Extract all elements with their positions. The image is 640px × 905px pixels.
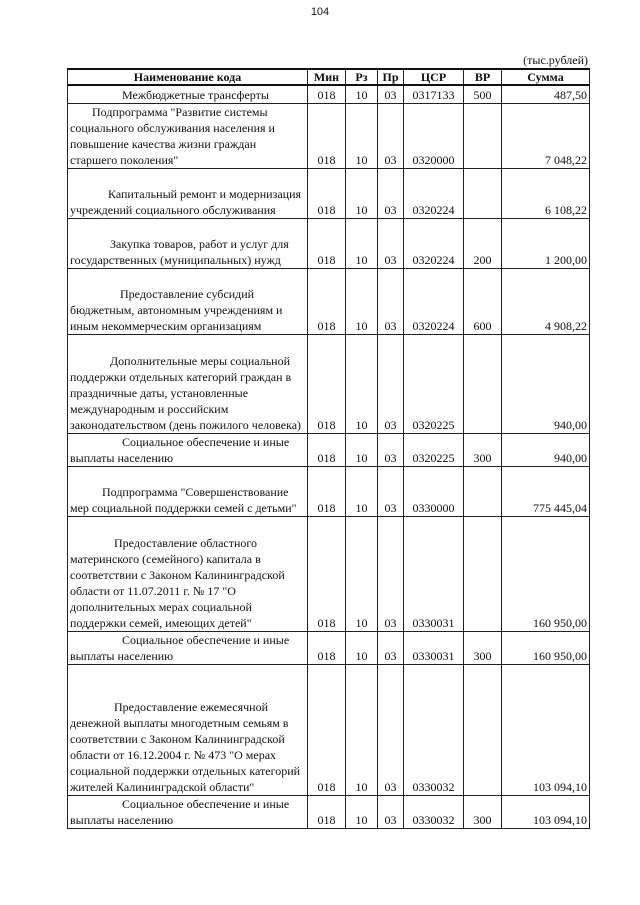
- row-min: 018: [308, 631, 346, 664]
- row-name: Капитальный ремонт и модернизация учреждений социального обслуживания: [68, 168, 308, 218]
- row-rz: 10: [346, 218, 378, 268]
- row-vr: [464, 664, 502, 795]
- row-csr: 0330032: [404, 664, 464, 795]
- row-vr: 500: [464, 85, 502, 103]
- table-row: [68, 466, 590, 516]
- row-rz: 10: [346, 433, 378, 466]
- row-sum: 940,00: [502, 433, 590, 466]
- row-name: Предоставление субсидий бюджетным, автономным учреждениям и иным некоммерческим организациям: [68, 268, 308, 334]
- row-rz: 10: [346, 795, 378, 828]
- row-name: Социальное обеспечение и иные выплаты населению: [68, 795, 308, 828]
- row-vr: 300: [464, 795, 502, 828]
- row-name: Межбюджетные трансферты: [68, 85, 308, 103]
- row-vr: [464, 103, 502, 168]
- page-number: 104: [310, 6, 330, 18]
- row-rz: 10: [346, 103, 378, 168]
- header-rz: Рз: [346, 69, 378, 85]
- row-sum: 103 094,10: [502, 795, 590, 828]
- row-csr: 0330000: [404, 466, 464, 516]
- table-row: [68, 218, 590, 268]
- row-min: 018: [308, 218, 346, 268]
- row-sum: 775 445,04: [502, 466, 590, 516]
- row-pr: 03: [378, 516, 404, 631]
- header-vr: ВР: [464, 69, 502, 85]
- row-min: 018: [308, 795, 346, 828]
- table-row: [68, 268, 590, 334]
- row-min: 018: [308, 516, 346, 631]
- table-header-row: [68, 69, 590, 85]
- row-min: 018: [308, 466, 346, 516]
- row-vr: [464, 334, 502, 433]
- row-pr: 03: [378, 268, 404, 334]
- row-name: Предоставление областного материнского (семейного) капитала в соответствии с Законом Калининградской области от 11.07.2011 г. № 17 "О дополнительных мерах социальной поддержки семей, имеющих детей": [68, 516, 308, 631]
- row-csr: 0320224: [404, 168, 464, 218]
- row-sum: 6 108,22: [502, 168, 590, 218]
- row-vr: 300: [464, 433, 502, 466]
- row-sum: 103 094,10: [502, 664, 590, 795]
- row-pr: 03: [378, 631, 404, 664]
- row-pr: 03: [378, 334, 404, 433]
- table-row: [68, 85, 590, 103]
- header-sum: Сумма: [502, 69, 590, 85]
- table-row: [68, 433, 590, 466]
- table-row: [68, 795, 590, 828]
- table-row: [68, 664, 590, 795]
- row-csr: 0330031: [404, 631, 464, 664]
- row-min: 018: [308, 268, 346, 334]
- row-pr: 03: [378, 103, 404, 168]
- row-rz: 10: [346, 268, 378, 334]
- row-pr: 03: [378, 795, 404, 828]
- row-pr: 03: [378, 218, 404, 268]
- row-vr: [464, 466, 502, 516]
- row-vr: 600: [464, 268, 502, 334]
- row-csr: 0330032: [404, 795, 464, 828]
- row-csr: 0320224: [404, 218, 464, 268]
- row-csr: 0320225: [404, 433, 464, 466]
- row-name: Подпрограмма "Развитие системы социального обслуживания населения и повышение качества жизни граждан старшего поколения": [68, 103, 308, 168]
- row-min: 018: [308, 433, 346, 466]
- row-min: 018: [308, 103, 346, 168]
- row-csr: 0320000: [404, 103, 464, 168]
- row-rz: 10: [346, 516, 378, 631]
- table-row: [68, 516, 590, 631]
- row-vr: 200: [464, 218, 502, 268]
- row-sum: 4 908,22: [502, 268, 590, 334]
- row-rz: 10: [346, 631, 378, 664]
- row-name: Социальное обеспечение и иные выплаты населению: [68, 631, 308, 664]
- header-pr: Пр: [378, 69, 404, 85]
- table-row: [68, 168, 590, 218]
- row-vr: [464, 168, 502, 218]
- row-vr: [464, 516, 502, 631]
- row-min: 018: [308, 85, 346, 103]
- row-min: 018: [308, 334, 346, 433]
- header-min: Мин: [308, 69, 346, 85]
- row-vr: 300: [464, 631, 502, 664]
- header-csr: ЦСР: [404, 69, 464, 85]
- row-name: Социальное обеспечение и иные выплаты населению: [68, 433, 308, 466]
- row-pr: 03: [378, 433, 404, 466]
- budget-table: [67, 68, 590, 829]
- units-label: (тыс.рублей): [523, 53, 588, 67]
- row-pr: 03: [378, 466, 404, 516]
- row-sum: 1 200,00: [502, 218, 590, 268]
- row-csr: 0320225: [404, 334, 464, 433]
- row-sum: 160 950,00: [502, 516, 590, 631]
- row-name: Подпрограмма "Совершенствование мер социальной поддержки семей с детьми": [68, 466, 308, 516]
- row-min: 018: [308, 664, 346, 795]
- row-rz: 10: [346, 168, 378, 218]
- row-min: 018: [308, 168, 346, 218]
- row-name: Предоставление ежемесячной денежной выплаты многодетным семьям в соответствии с Законом Калининградской области от 16.12.2004 г. № 473 "О мерах социальной поддержки отдельных категорий жителей Калининградской области": [68, 664, 308, 795]
- header-name: Наименование кода: [68, 69, 308, 85]
- row-rz: 10: [346, 85, 378, 103]
- table-row: [68, 103, 590, 168]
- row-pr: 03: [378, 168, 404, 218]
- row-pr: 03: [378, 85, 404, 103]
- row-rz: 10: [346, 334, 378, 433]
- row-csr: 0320224: [404, 268, 464, 334]
- row-rz: 10: [346, 466, 378, 516]
- table-row: [68, 631, 590, 664]
- row-rz: 10: [346, 664, 378, 795]
- row-sum: 487,50: [502, 85, 590, 103]
- row-sum: 7 048,22: [502, 103, 590, 168]
- row-sum: 940,00: [502, 334, 590, 433]
- row-pr: 03: [378, 664, 404, 795]
- row-sum: 160 950,00: [502, 631, 590, 664]
- row-name: Дополнительные меры социальной поддержки отдельных категорий граждан в праздничные даты, установленные международным и российским законодательством (день пожилого человека): [68, 334, 308, 433]
- row-csr: 0330031: [404, 516, 464, 631]
- table-row: [68, 334, 590, 433]
- row-name: Закупка товаров, работ и услуг для государственных (муниципальных) нужд: [68, 218, 308, 268]
- row-csr: 0317133: [404, 85, 464, 103]
